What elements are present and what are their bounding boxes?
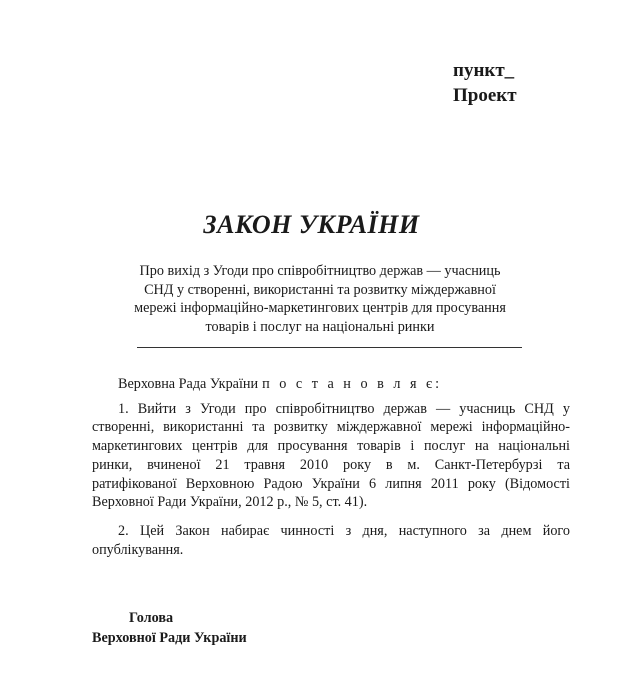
paragraph-line [92,456,570,475]
paragraph-line-text: створенні, використанні та розвитку міждержавної мережі інформаційно- [92,419,570,436]
paragraph-line-text: 1. Вийти з Угоди про співробітництво держав — учасниць СНД у [118,400,570,417]
signature-block [92,608,247,648]
preamble [92,375,570,394]
paragraph-line-text: ринки, вчиненої 21 травня 2010 року в м. Санкт-Петербурзі та [92,456,570,473]
preamble-text: Верховна Рада України [118,376,259,392]
law-subtitle [110,262,530,336]
paragraph-line [92,418,570,437]
paragraph-line-text: опублікування. [92,541,184,558]
preamble-resolves: п о с т а н о в л я є: [262,376,443,392]
header-item-label: пункт_ [453,60,515,81]
paragraph-line-text: Верховної Ради України, 2012 р., № 5, ст. 41). [92,494,368,511]
header-draft-label: Проект [453,85,517,106]
paragraph-1 [92,400,570,512]
paragraph-line [92,437,570,456]
law-body [92,375,570,559]
subtitle-line: мережі інформаційно-маркетингових центрів для просування [134,300,506,316]
signature-body: Верховної Ради України [92,630,247,646]
subtitle-line: товарів і послуг на національні ринки [205,318,435,335]
paragraph-line [92,493,570,512]
signature-title: Голова [129,610,174,626]
draft-header [453,58,517,108]
paragraph-line [92,475,570,494]
paragraph-line-text: 2. Цей Закон набирає чинності з дня, наступного за днем його [118,522,570,539]
paragraph-2 [92,522,570,559]
paragraph-line-text: маркетингових центрів для просування товарів і послуг на національні [92,438,570,455]
paragraph-line [92,400,570,419]
paragraph-line-text: ратифікованої Верховною Радою України 6 липня 2011 року (Відомості [92,475,570,492]
paragraph-line [92,541,570,560]
subtitle-line: СНД у створенні, використанні та розвитку міждержавної [144,281,496,298]
paragraph-line [92,522,570,541]
subtitle-line: Про вихід з Угоди про співробітництво держав — учасниць [139,263,501,279]
divider-line [137,347,522,348]
law-title: ЗАКОН УКРАЇНИ [203,210,420,239]
